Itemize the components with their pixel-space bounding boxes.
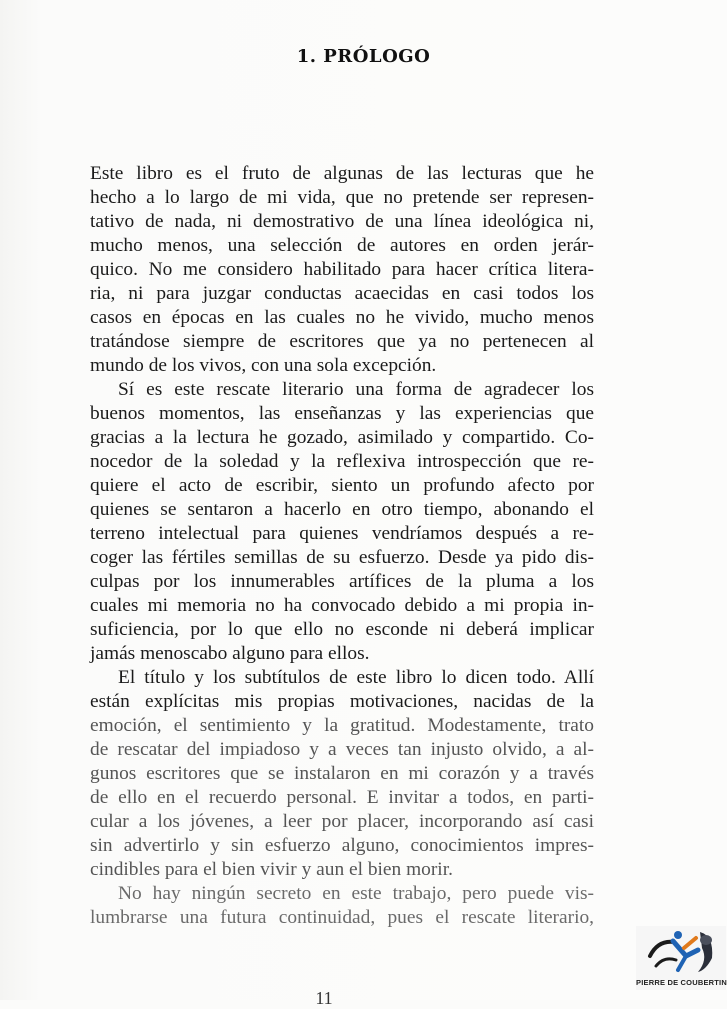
runner-logo-icon xyxy=(640,926,722,978)
page-title: 1. PRÓLOGO xyxy=(296,46,431,67)
text-line: sin advertirlo y sin esfuerzo alguno, conocimientos impres- xyxy=(90,835,594,856)
pierre-de-coubertin-logo xyxy=(636,926,726,990)
text-line: casos en épocas en las cuales no he vivido, mucho menos xyxy=(90,307,594,328)
text-line: hecho a lo largo de mi vida, que no pretende ser represen- xyxy=(90,187,594,208)
text-line: ria, ni para juzgar conductas acaecidas en casi todos los xyxy=(90,283,594,304)
text-line: cular a los jóvenes, a leer por placer, incorporando así casi xyxy=(90,811,594,832)
text-line: terreno intelectual para quienes vendríamos después a re- xyxy=(90,523,594,544)
text-line: El título y los subtítulos de este libro lo dicen todo. Allí xyxy=(118,667,594,688)
text-line: quiere el acto de escribir, siento un profundo afecto por xyxy=(90,475,594,496)
text-line: gracias a la lectura he gozado, asimilado y compartido. Co- xyxy=(90,427,594,448)
text-line: No hay ningún secreto en este trabajo, pero puede vis- xyxy=(118,883,594,904)
text-line: nocedor de la soledad y la reflexiva introspección que re- xyxy=(90,451,594,472)
text-line: mucho menos, una selección de autores en orden jerár- xyxy=(90,235,594,256)
text-line: de rescatar del impiadoso y a veces tan injusto olvido, a al- xyxy=(90,739,594,760)
text-line: culpas por los innumerables artífices de la pluma a los xyxy=(90,571,594,592)
text-line: están explícitas mis propias motivaciones, nacidas de la xyxy=(90,691,594,712)
text-line: mundo de los vivos, con una sola excepción. xyxy=(90,355,437,376)
text-line: gunos escritores que se instalaron en mi corazón y a través xyxy=(90,763,594,784)
text-line: buenos momentos, las enseñanzas y las experiencias que xyxy=(90,403,594,424)
text-line: Este libro es el fruto de algunas de las lecturas que he xyxy=(90,163,594,184)
text-line: tativo de nada, ni demostrativo de una línea ideológica ni, xyxy=(90,211,594,232)
text-line: quienes se sentaron a hacerlo en otro tiempo, abonando el xyxy=(90,499,594,520)
page-number: 11 xyxy=(315,988,333,1008)
logo-caption: PIERRE DE COUBERTIN xyxy=(636,978,727,987)
text-line: tratándose siempre de escritores que ya no pertenecen al xyxy=(90,331,594,352)
text-line: cuales mi memoria no ha convocado debido a mi propia in- xyxy=(90,595,594,616)
text-line: jamás menoscabo alguno para ellos. xyxy=(90,643,370,664)
text-line: Sí es este rescate literario una forma de agradecer los xyxy=(118,379,594,400)
text-line: coger las fértiles semillas de su esfuerzo. Desde ya pido dis- xyxy=(90,547,594,568)
text-line: lumbrarse una futura continuidad, pues el rescate literario, xyxy=(90,907,594,928)
text-line: emoción, el sentimiento y la gratitud. Modestamente, trato xyxy=(90,715,594,736)
text-line: quico. No me considero habilitado para hacer crítica litera- xyxy=(90,259,594,280)
text-line: suficiencia, por lo que ello no esconde ni deberá implicar xyxy=(90,619,594,640)
text-line: cindibles para el bien vivir y aun el bien morir. xyxy=(90,859,453,880)
text-line: de ello en el recuerdo personal. E invitar a todos, en parti- xyxy=(90,787,594,808)
